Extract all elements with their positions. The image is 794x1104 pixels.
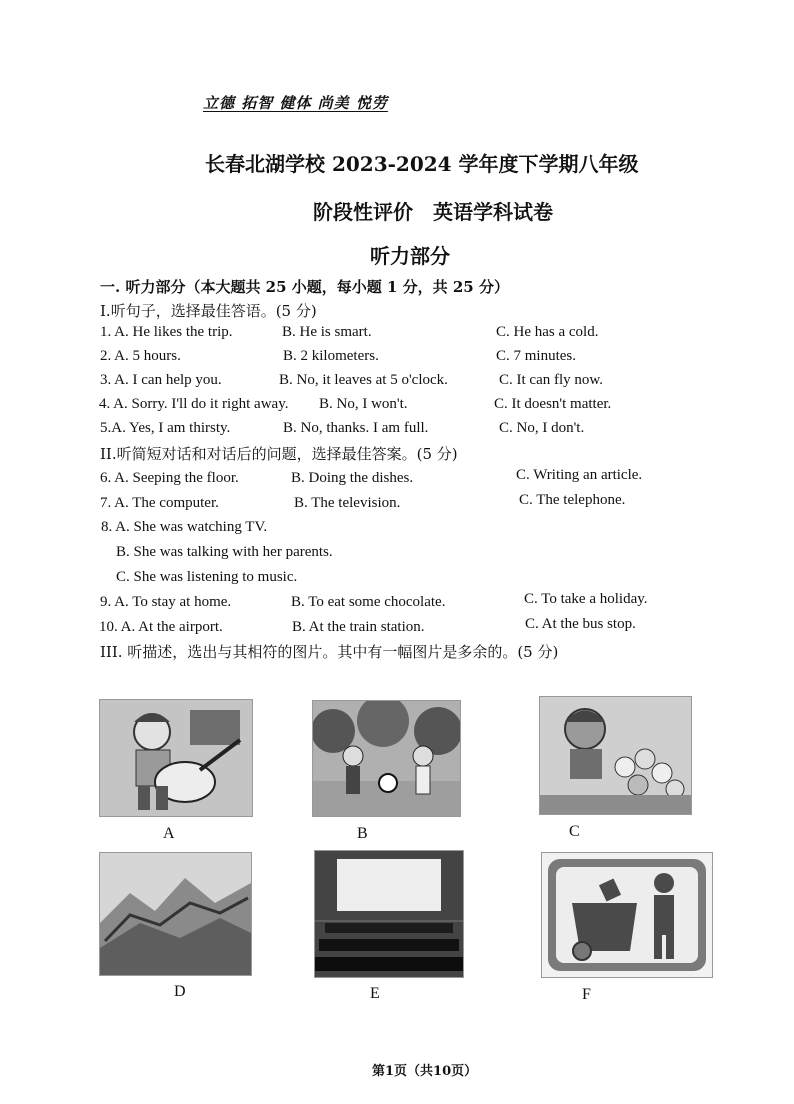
picture-a-child-with-guitar bbox=[99, 699, 253, 817]
q8-option-c: C. She was listening to music. bbox=[116, 569, 298, 585]
q1-option-b: B. He is smart. bbox=[282, 324, 372, 340]
q1-option-a: 1. A. He likes the trip. bbox=[100, 324, 233, 340]
picture-e-cinema bbox=[314, 850, 464, 978]
picture-c-label: C bbox=[569, 823, 580, 840]
school-motto: 立德 拓智 健体 尚美 悦劳 bbox=[203, 94, 388, 112]
picture-e-label: E bbox=[370, 985, 380, 1002]
q9-option-c: C. To take a holiday. bbox=[524, 591, 648, 607]
q4-option-b: B. No, I won't. bbox=[319, 396, 408, 412]
section-heading: 一. 听力部分（本大题共 25 小题，每小题 1 分，共 25 分） bbox=[100, 278, 509, 296]
q10-option-a: 10. A. At the airport. bbox=[99, 619, 223, 635]
exam-title-part: 听力部分 bbox=[370, 244, 450, 268]
q7-option-c: C. The telephone. bbox=[519, 492, 626, 508]
exam-title-subject: 阶段性评价 英语学科试卷 bbox=[313, 200, 553, 224]
picture-a-label: A bbox=[163, 825, 175, 842]
q7-option-a: 7. A. The computer. bbox=[100, 495, 219, 511]
exam-title-school: 长春北湖学校 2023-2024 学年度下学期八年级 bbox=[205, 152, 639, 176]
q9-option-a: 9. A. To stay at home. bbox=[100, 594, 232, 610]
picture-c-child-with-flowers bbox=[539, 696, 692, 815]
q2-option-b: B. 2 kilometers. bbox=[283, 348, 379, 364]
q10-option-c: C. At the bus stop. bbox=[525, 616, 636, 632]
q6-option-b: B. Doing the dishes. bbox=[291, 470, 414, 486]
q8-option-a: 8. A. She was watching TV. bbox=[101, 519, 268, 535]
q2-option-a: 2. A. 5 hours. bbox=[100, 348, 181, 364]
picture-d-mountain-landscape bbox=[99, 852, 252, 976]
q3-option-b: B. No, it leaves at 5 o'clock. bbox=[279, 372, 448, 388]
part3-instruction: III. 听描述，选出与其相符的图片。其中有一幅图片是多余的。(5 分) bbox=[100, 643, 559, 661]
q5-option-a: 5.A. Yes, I am thirsty. bbox=[100, 420, 231, 436]
q3-option-c: C. It can fly now. bbox=[499, 372, 604, 388]
q10-option-b: B. At the train station. bbox=[292, 619, 425, 635]
picture-b-label: B bbox=[357, 825, 368, 842]
picture-d-label: D bbox=[174, 983, 186, 1000]
picture-b-soccer bbox=[312, 700, 461, 817]
q6-option-a: 6. A. Seeping the floor. bbox=[100, 470, 239, 486]
part1-instruction: I.听句子，选择最佳答语。(5 分) bbox=[100, 302, 317, 320]
q2-option-c: C. 7 minutes. bbox=[496, 348, 577, 364]
picture-f-litter-sign bbox=[541, 852, 713, 978]
q1-option-c: C. He has a cold. bbox=[496, 324, 599, 340]
page-footer: 第1页（共10页） bbox=[372, 1064, 478, 1079]
picture-f-label: F bbox=[582, 986, 591, 1003]
q5-option-b: B. No, thanks. I am full. bbox=[283, 420, 429, 436]
q3-option-a: 3. A. I can help you. bbox=[100, 372, 222, 388]
q9-option-b: B. To eat some chocolate. bbox=[291, 594, 446, 610]
q6-option-c: C. Writing an article. bbox=[516, 467, 643, 483]
q7-option-b: B. The television. bbox=[294, 495, 401, 511]
q4-option-a: 4. A. Sorry. I'll do it right away. bbox=[99, 396, 289, 412]
q5-option-c: C. No, I don't. bbox=[499, 420, 585, 436]
part2-instruction: II.听简短对话和对话后的问题，选择最佳答案。(5 分) bbox=[100, 445, 458, 463]
q8-option-b: B. She was talking with her parents. bbox=[116, 544, 333, 560]
q4-option-c: C. It doesn't matter. bbox=[494, 396, 612, 412]
